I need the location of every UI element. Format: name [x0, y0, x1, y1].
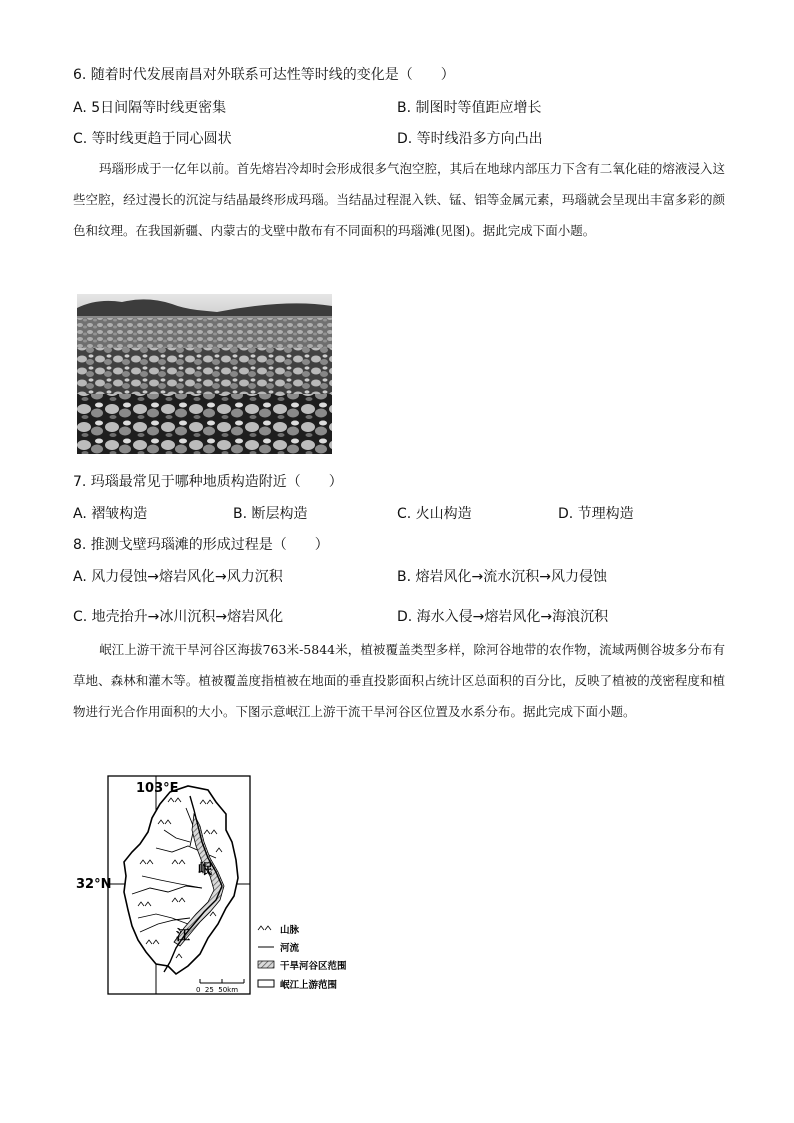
- river-label-min: 岷: [198, 862, 212, 878]
- passage-agate-text: 玛瑙形成于一亿年以前。首先熔岩冷却时会形成很多气泡空腔，其后在地球内部压力下含有二氧化硅的熔液浸入这些空腔，经过漫长的沉淀与结晶最终形成玛瑙。当结晶过程混入铁、锰、铝等金属元素，玛瑙就会呈现出丰富多彩的颜色和纹理。在我国新疆、内蒙古的戈壁中散布有不同面积的玛瑙滩(见图)。据此完成下面小题。: [73, 161, 725, 238]
- q7-option-b: B. 断层构造: [233, 506, 308, 522]
- q8-option-a: A. 风力侵蚀→熔岩风化→风力沉积: [73, 569, 283, 585]
- q8-option-d: D. 海水入侵→熔岩风化→海浪沉积: [397, 609, 609, 625]
- legend-arid-valley: 干旱河谷区范围: [280, 961, 347, 972]
- legend-mountain: 山脉: [280, 925, 300, 936]
- lat-label: 32°N: [76, 877, 112, 892]
- scale-label: 0 25 50km: [196, 986, 239, 994]
- q6-option-d: D. 等时线沿多方向凸出: [397, 131, 543, 147]
- passage-agate: [73, 153, 725, 246]
- legend-mountain-symbol: [258, 926, 271, 930]
- legend: [258, 924, 347, 991]
- q7-option-c: C. 火山构造: [397, 506, 472, 522]
- q6-stem: 6. 随着时代发展南昌对外联系可达性等时线的变化是（ ）: [73, 67, 455, 83]
- q7-stem: 7. 玛瑙最常见于哪种地质构造附近（ ）: [73, 474, 343, 490]
- passage-minjiang: [73, 634, 725, 727]
- q8-option-c: C. 地壳抬升→冰川沉积→熔岩风化: [73, 609, 284, 625]
- legend-upper-minjiang: 岷江上游范围: [280, 980, 338, 991]
- q7-option-a: A. 褶皱构造: [73, 506, 148, 522]
- q6-option-a: A. 5日间隔等时线更密集: [73, 100, 227, 116]
- lon-label: 103°E: [136, 781, 179, 796]
- q7-option-d: D. 节理构造: [558, 506, 634, 522]
- legend-river: 河流: [280, 943, 300, 954]
- agate-beach-photo: [77, 294, 332, 454]
- q8-option-b: B. 熔岩风化→流水沉积→风力侵蚀: [397, 569, 607, 585]
- river-label-jiang: 江: [176, 928, 190, 944]
- minjiang-map: [76, 768, 376, 1003]
- legend-basin-symbol: [258, 980, 274, 987]
- passage-minjiang-text: 岷江上游干流干旱河谷区海拔763米-5844米，植被覆盖类型多样，除河谷地带的农作物，流域两侧谷坡多分布有草地、森林和灌木等。植被覆盖度指植被在地面的垂直投影面积占统计区总面积的百分比，反映了植被的茂密程度和植物进行光合作用面积的大小。下图示意岷江上游干流干旱河谷区位置及水系分布。据此完成下面小题。: [73, 642, 725, 719]
- q6-option-c: C. 等时线更趋于同心圆状: [73, 131, 232, 147]
- q8-stem: 8. 推测戈壁玛瑙滩的形成过程是（ ）: [73, 537, 329, 553]
- q6-option-b: B. 制图时等值距应增长: [397, 100, 542, 116]
- legend-arid-symbol: [258, 961, 274, 968]
